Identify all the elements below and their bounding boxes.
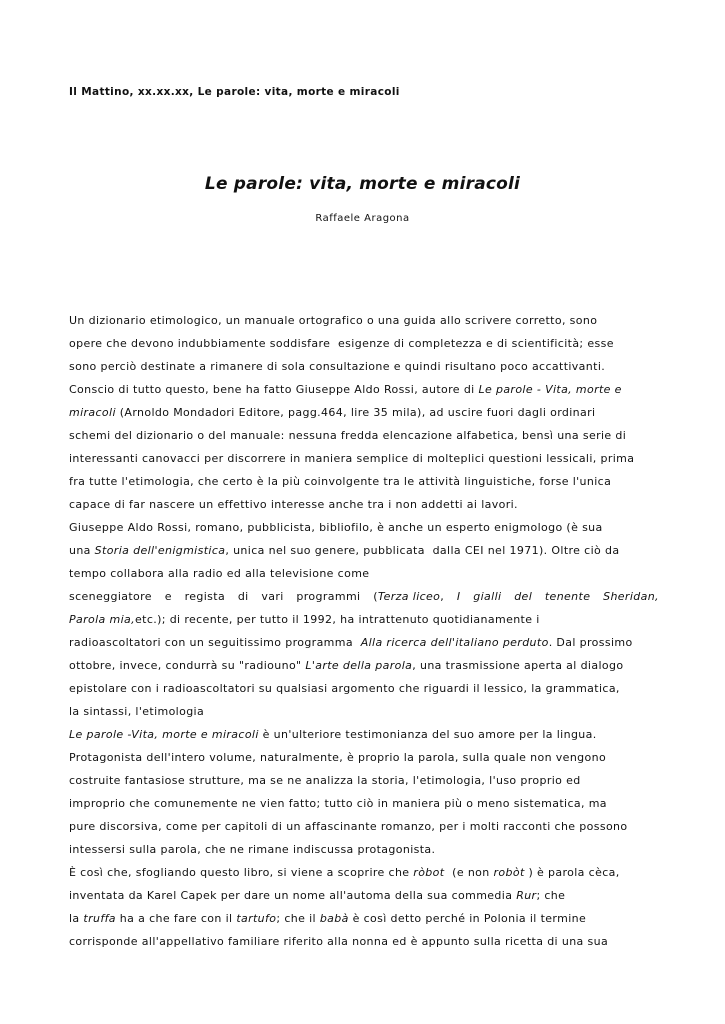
text-segment: etc.); di recente, per tutto il 1992, ha intrattenuto quotidianamente i: [135, 613, 540, 626]
text-segment: Giuseppe Aldo Rossi, romano, pubblicista, bibliofilo, è anche un esperto enigmologo (è sua: [69, 521, 603, 534]
italic-text: miracoli: [69, 406, 116, 419]
text-segment: opere che devono indubbiamente soddisfare esigenze di completezza e di scientificità; esse: [69, 337, 614, 350]
italic-text: Storia dell'enigmistica: [94, 544, 226, 557]
body-line: [69, 447, 659, 470]
italic-text: Alla ricerca dell'italiano perduto: [360, 636, 549, 649]
body-line: [69, 792, 659, 815]
text-segment: e: [164, 590, 172, 603]
text-segment: è un'ulteriore testimonianza del suo amore per la lingua.: [258, 728, 597, 741]
body-line: [69, 907, 659, 930]
text-segment: improprio che comunemente ne vien fatto; tutto ciò in maniera più o meno sistematica, ma: [69, 797, 607, 810]
body-line: [69, 700, 659, 723]
body-line: [69, 723, 659, 746]
text-segment: tempo collabora alla radio ed alla televisione come: [69, 567, 370, 580]
italic-text: L'arte della parola: [305, 659, 413, 672]
body-line: [69, 424, 659, 447]
body-line: [69, 654, 659, 677]
italic-text: I: [456, 590, 461, 603]
italic-text: tartufo: [236, 912, 277, 925]
italic-text: Rur: [516, 889, 537, 902]
body-line: [69, 769, 659, 792]
italic-text: gialli: [473, 590, 502, 603]
italic-text: babà: [319, 912, 349, 925]
article-body: [69, 309, 659, 953]
text-segment: radioascoltatori con un seguitissimo programma: [69, 636, 361, 649]
text-segment: costruite fantasiose strutture, ma se ne analizza la storia, l'etimologia, l'uso proprio ed: [69, 774, 581, 787]
text-segment: sceneggiatore: [69, 590, 152, 603]
text-segment: capace di far nascere un effettivo interesse anche tra i non addetti ai lavori.: [69, 498, 518, 511]
italic-text: tenente: [544, 590, 591, 603]
body-line: [69, 861, 659, 884]
text-segment: ) è parola cèca,: [524, 866, 620, 879]
italic-text: ròbot: [413, 866, 445, 879]
italic-text: Sheridan,: [603, 590, 659, 603]
text-segment: ottobre, invece, condurrà su "radiouno": [69, 659, 306, 672]
text-segment: schemi del dizionario o del manuale: nessuna fredda elencazione alfabetica, bensì una serie di: [69, 429, 627, 442]
body-line: [69, 470, 659, 493]
body-line: [69, 930, 659, 953]
italic-text: Terza liceo: [377, 590, 441, 603]
text-segment: epistolare con i radioascoltatori su qualsiasi argomento che riguardi il lessico, la grammatica,: [69, 682, 620, 695]
text-segment: , unica nel suo genere, pubblicata dalla CEI nel 1971). Oltre ciò da: [225, 544, 620, 557]
italic-text: Le parole - Vita, morte e: [478, 383, 622, 396]
body-line: [69, 401, 659, 424]
body-line: [69, 355, 659, 378]
body-line: [69, 585, 659, 608]
text-segment: (e non: [444, 866, 494, 879]
text-segment: Protagonista dell'intero volume, naturalmente, è proprio la parola, sulla quale non vengono: [69, 751, 607, 764]
text-segment: la: [69, 912, 84, 925]
italic-text: robòt: [493, 866, 525, 879]
body-line: [69, 516, 659, 539]
text-segment: pure discorsiva, come per capitoli di un affascinante romanzo, per i molti racconti che possono: [69, 820, 628, 833]
body-line: [69, 884, 659, 907]
text-segment: inventata da Karel Capek per dare un nome all'automa della sua commedia: [69, 889, 517, 902]
body-line: [69, 838, 659, 861]
text-segment: di: [237, 590, 249, 603]
text-segment: ; che il: [276, 912, 320, 925]
text-segment: È così che, sfogliando questo libro, si viene a scoprire che: [69, 866, 414, 879]
text-segment: , una trasmissione aperta al dialogo: [412, 659, 624, 672]
text-segment: una: [69, 544, 95, 557]
text-segment: fra tutte l'etimologia, che certo è la più coinvolgente tra le attività linguistiche, forse l'unica: [69, 475, 612, 488]
article-author: Raffaele Aragona: [315, 213, 410, 224]
text-segment: vari: [261, 590, 284, 603]
text-segment: programmi: [296, 590, 361, 603]
text-segment: ,: [440, 590, 445, 603]
italic-text: del: [514, 590, 533, 603]
text-segment: interessanti canovacci per discorrere in maniera semplice di molteplici questioni lessicali, prima: [69, 452, 635, 465]
text-segment: intessersi sulla parola, che ne rimane indiscussa protagonista.: [69, 843, 436, 856]
body-line: [69, 493, 659, 516]
text-segment: ha a che fare con il: [115, 912, 237, 925]
word-group: [373, 585, 444, 608]
body-line: [69, 378, 659, 401]
text-segment: è così detto perché in Polonia il termine: [348, 912, 587, 925]
text-segment: regista: [184, 590, 226, 603]
page-header: Il Mattino, xx.xx.xx, Le parole: vita, morte e miracoli: [69, 86, 400, 98]
italic-text: truffa: [83, 912, 116, 925]
text-segment: (Arnoldo Mondadori Editore, pagg.464, lire 35 mila), ad uscire fuori dagli ordinari: [115, 406, 596, 419]
body-line: [69, 631, 659, 654]
text-segment: sono perciò destinate a rimanere di sola consultazione e quindi risultano poco accattivanti.: [69, 360, 606, 373]
italic-text: Le parole -Vita, morte e miracoli: [69, 728, 259, 741]
text-segment: (: [373, 590, 378, 603]
body-line: [69, 332, 659, 355]
text-segment: . Dal prossimo: [548, 636, 633, 649]
text-segment: corrisponde all'appellativo familiare riferito alla nonna ed è appunto sulla ricetta di una sua: [69, 935, 609, 948]
body-line: [69, 815, 659, 838]
body-line: [69, 309, 659, 332]
body-line: [69, 746, 659, 769]
body-line: [69, 562, 659, 585]
text-segment: Conscio di tutto questo, bene ha fatto Giuseppe Aldo Rossi, autore di: [69, 383, 479, 396]
text-segment: la sintassi, l'etimologia: [69, 705, 205, 718]
body-line: [69, 608, 659, 631]
text-segment: Un dizionario etimologico, un manuale ortografico o una guida allo scrivere corretto, sono: [69, 314, 598, 327]
body-line: [69, 539, 659, 562]
article-title: Le parole: vita, morte e miracoli: [204, 174, 521, 194]
text-segment: ; che: [536, 889, 566, 902]
body-line: [69, 677, 659, 700]
italic-text: Parola mia,: [69, 613, 135, 626]
